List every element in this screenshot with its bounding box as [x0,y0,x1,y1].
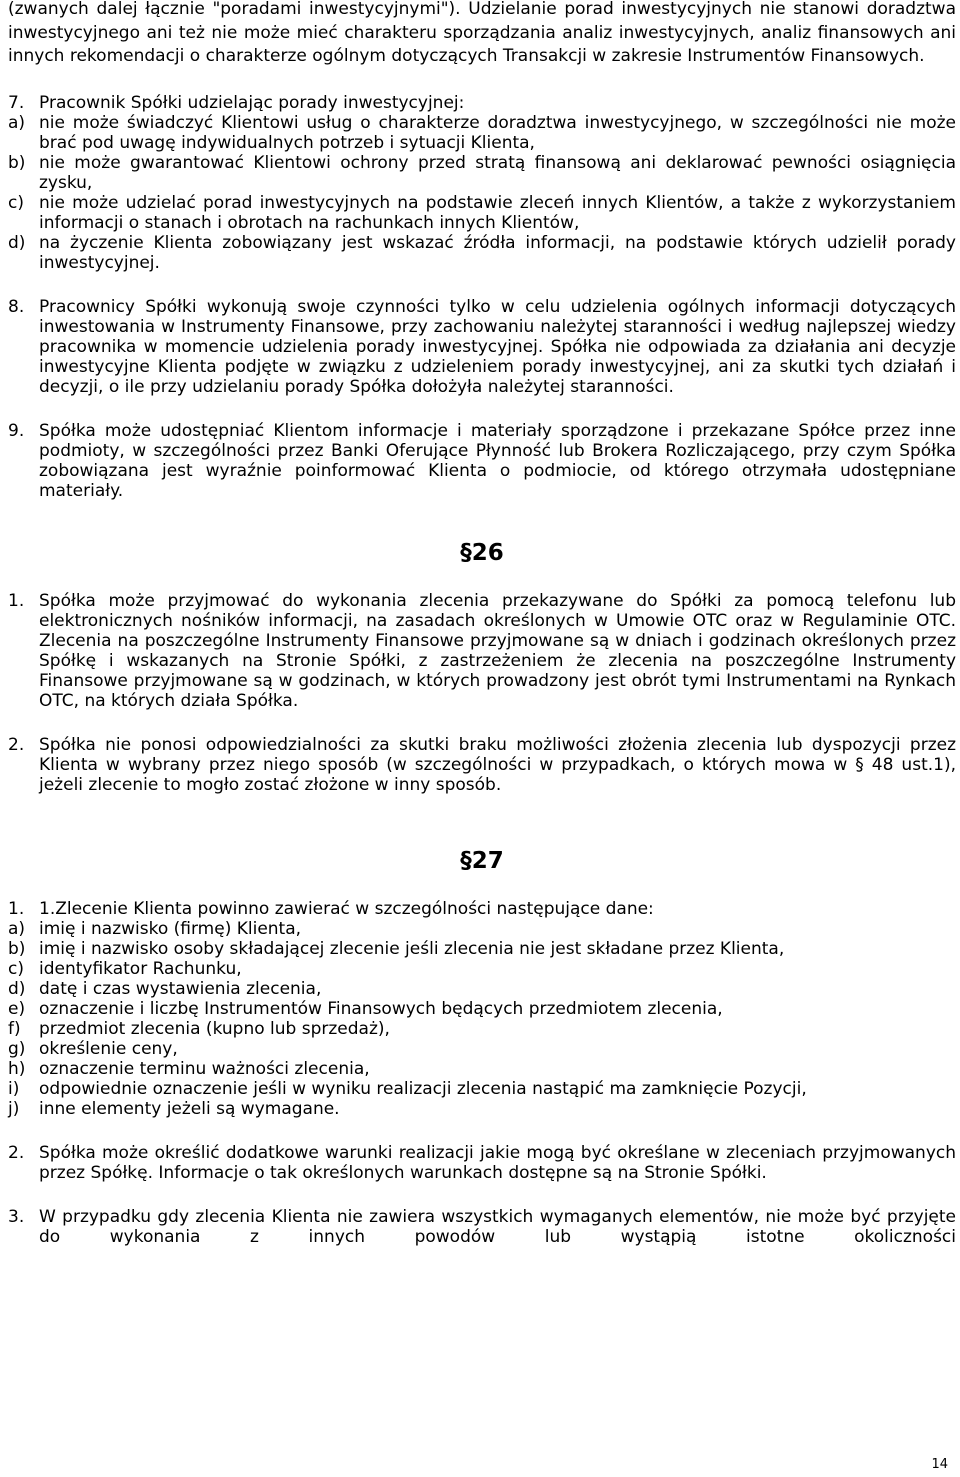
point-7-text: Pracownik Spółki udzielając porady inwestycyjnej: [39,92,465,113]
list-item-text: imię i nazwisko osoby składającej zlecenie jeśli zlecenia nie jest składane przez Klienta, [39,938,785,959]
list-item [8,999,956,1019]
point-8-number: 8. [8,296,25,317]
list-item [8,959,956,979]
point-8 [8,297,956,397]
page-number: 14 [931,1457,948,1472]
list-marker: c) [8,958,24,979]
point-number: 3. [8,1206,25,1227]
list-marker: d) [8,232,26,253]
point-number: 2. [8,734,25,755]
point-text: Spółka może określić dodatkowe warunki realizacji jakie mogą być określane w zleceniach przyjmowanych przez Spółkę. Informacje o tak określonych warunkach dostępne są na Stronie Spółki. [39,1142,956,1183]
list-marker: b) [8,152,26,173]
list-marker: i) [8,1078,20,1099]
list-marker: c) [8,192,24,213]
point-text: W przypadku gdy zlecenia Klienta nie zawiera wszystkich wymaganych elementów, nie może być przyjęte do wykonania z innych powodów lub wystąpią istotne okoliczności [39,1206,956,1247]
list-item [8,979,956,999]
point-7-number: 7. [8,92,25,113]
list-item [8,1019,956,1039]
list-item-text: oznaczenie i liczbę Instrumentów Finansowych będących przedmiotem zlecenia, [39,998,723,1019]
list-item-text: odpowiednie oznaczenie jeśli w wyniku realizacji zlecenia nastąpić ma zamknięcie Pozycji, [39,1078,807,1099]
list-marker: b) [8,938,26,959]
point-7 [8,93,956,273]
list-item-text: nie może świadczyć Klientowi usług o charakterze doradztwa inwestycyjnego, w szczególności nie może brać pod uwagę indywidualnych potrzeb i sytuacji Klienta, [39,112,956,153]
document-page [8,0,956,1247]
list-marker: d) [8,978,26,999]
point-8-text: Pracownicy Spółki wykonują swoje czynności tylko w celu udzielenia ogólnych informacji dotyczących inwestowania w Instrumenty Finansowe, przy zachowaniu należytej staranności i według najlepszej wiedzy pracownika w momencie udzielenia porady inwestycyjnej. Spółka nie odpowiada za działania ani decyzje inwestycyjne Klienta podjęte w związku z udzieleniem porady inwestycyjnej, ani za skutki tych działań i decyzji, o ile przy udzielaniu porady Spółka dołożyła należytej staranności. [39,296,956,397]
point-text: 1.Zlecenie Klienta powinno zawierać w szczególności następujące dane: [39,898,654,919]
list-item-text: datę i czas wystawienia zlecenia, [39,978,322,999]
list-item-text: na życzenie Klienta zobowiązany jest wskazać źródła informacji, na podstawie których udzielił porady inwestycyjnej. [39,232,956,273]
section-27-point-3 [8,1207,956,1247]
list-item-text: określenie ceny, [39,1038,178,1059]
list-marker: a) [8,112,26,133]
point-9-number: 9. [8,420,25,441]
list-item [8,1039,956,1059]
point-number: 2. [8,1142,25,1163]
section-26-point-2 [8,735,956,795]
list-marker: f) [8,1018,21,1039]
list-marker: g) [8,1038,26,1059]
point-text: Spółka nie ponosi odpowiedzialności za skutki braku możliwości złożenia zlecenia lub dyspozycji przez Klienta w wybrany przez niego sposób (w szczególności w przypadkach, o których mowa w § 48 ust.1), jeżeli zlecenie to mogło zostać złożone w inny sposób. [39,734,956,795]
list-item [8,939,956,959]
section-26-heading: §26 [460,539,504,566]
point-number: 1. [8,898,25,919]
point-text: Spółka może przyjmować do wykonania zlecenia przekazywane do Spółki za pomocą telefonu lub elektronicznych nośników informacji, na zasadach określonych w Umowie OTC oraz w Regulaminie OTC. Zlecenia na poszczególne Instrumenty Finansowe przyjmowane są w dniach i godzinach określonych przez Spółkę i wskazanych na Stronie Spółki, z zastrzeżeniem że zlecenia na poszczególne Instrumenty Finansowe przyjmowane są w godzinach, w których prowadzony jest obrót tymi Instrumentami na Rynkach OTC, na których działa Spółka. [39,590,956,711]
point-1-header [8,899,956,919]
list-marker: h) [8,1058,26,1079]
list-item-text: nie może udzielać porad inwestycyjnych na podstawie zleceń innych Klientów, a także z wykorzystaniem informacji o stanach i obrotach na rachunkach innych Klientów, [39,192,956,233]
section-27-point-2 [8,1143,956,1183]
section-26-point-1 [8,591,956,711]
list-item-text: przedmiot zlecenia (kupno lub sprzedaż), [39,1018,390,1039]
list-item-text: identyfikator Rachunku, [39,958,242,979]
list-item [8,113,956,153]
list-marker: a) [8,918,26,939]
list-item-text: nie może gwarantować Klientowi ochrony przed stratą finansową ani deklarować pewności osiągnięcia zysku, [39,152,956,193]
list-item [8,919,956,939]
list-item [8,193,956,233]
intro-paragraph: (zwanych dalej łącznie "poradami inwestycyjnymi"). Udzielanie porad inwestycyjnych nie stanowi doradztwa inwestycyjnego ani też nie może mieć charakteru sporządzania analiz inwestycyjnych, analiz finansowych ani innych rekomendacji o charakterze ogólnym dotyczących Transakcji w zakresie Instrumentów Finansowych. [8,0,956,67]
list-item [8,153,956,193]
list-item-text: inne elementy jeżeli są wymagane. [39,1098,340,1119]
section-27-heading: §27 [460,847,504,874]
list-item-text: oznaczenie terminu ważności zlecenia, [39,1058,370,1079]
list-marker: e) [8,998,26,1019]
list-marker: j) [8,1098,20,1119]
list-item [8,1059,956,1079]
list-item-text: imię i nazwisko (firmę) Klienta, [39,918,302,939]
list-item [8,1079,956,1099]
section-27-point-1 [8,899,956,1119]
point-9 [8,421,956,501]
point-7-header [8,93,956,113]
list-item [8,233,956,273]
point-9-text: Spółka może udostępniać Klientom informacje i materiały sporządzone i przekazane Spółce przez inne podmioty, w szczególności przez Banki Oferujące Płynność lub Brokera Rozliczającego, przy czym Spółka zobowiązana jest wyraźnie poinformować Klienta o podmiocie, od którego otrzymała udostępniane materiały. [39,420,956,501]
point-number: 1. [8,590,25,611]
list-item [8,1099,956,1119]
